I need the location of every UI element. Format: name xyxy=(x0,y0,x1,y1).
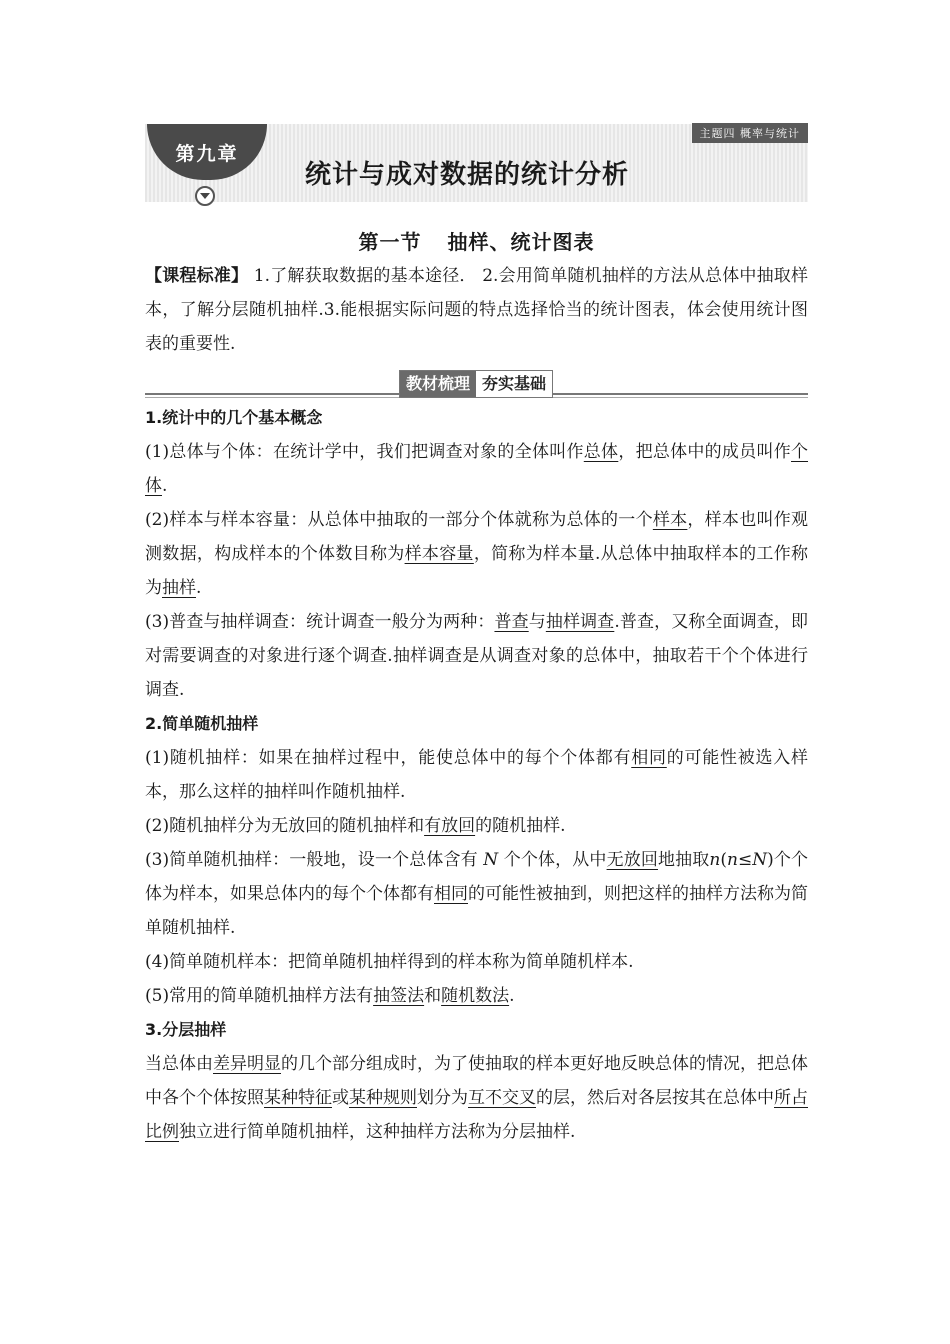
math-var: n xyxy=(727,850,738,870)
paragraph-sampling-types xyxy=(145,809,808,843)
underlined-term: 互不交叉 xyxy=(468,1088,536,1108)
underlined-term: 相同 xyxy=(434,884,468,904)
underlined-term: 样本容量 xyxy=(404,544,474,564)
chapter-title: 统计与成对数据的统计分析 xyxy=(305,160,630,190)
section-title xyxy=(145,226,808,255)
text: 当总体由 xyxy=(145,1054,213,1074)
section-number: 第一节 xyxy=(358,230,422,254)
paragraph-sampling-methods xyxy=(145,979,808,1013)
underlined-term: 某种特征 xyxy=(264,1088,332,1108)
underlined-term: 样本 xyxy=(652,510,688,530)
separator-left-label: 教材梳理 xyxy=(400,371,476,397)
math-var: n xyxy=(709,850,721,870)
underlined-term: 无放回 xyxy=(606,850,658,870)
heading-simple-random-sampling: 2.简单随机抽样 xyxy=(145,714,259,733)
text: (1)随机抽样：如果在抽样过程中，能使总体中的每个个体都有 xyxy=(145,748,632,768)
underlined-term: 抽样调查 xyxy=(545,612,615,632)
text: .普查，又称全面调查，即对需要调查的对象进行逐个调查.抽样调查是从调查对象的总体中，抽取若干个个体进行调查. xyxy=(145,612,809,700)
text: . xyxy=(196,578,202,598)
underlined-term: 个体 xyxy=(145,442,809,496)
text: 的可能性被抽到，则把这样的抽样方法称为简单随机抽样. xyxy=(145,884,808,938)
paragraph-random-sampling xyxy=(145,741,808,809)
separator-right-label: 夯实基础 xyxy=(476,371,552,397)
math-var: N xyxy=(483,850,499,870)
underlined-term: 抽样 xyxy=(162,578,196,598)
underlined-term: 普查 xyxy=(494,612,529,632)
text: ，把总体中的成员叫作 xyxy=(618,442,792,462)
underlined-term: 某种规则 xyxy=(349,1088,417,1108)
text: )个个体为样本，如果总体内的每个个体都有 xyxy=(145,850,808,904)
topic-tag: 主题四 概率与统计 xyxy=(692,123,809,143)
text: 与 xyxy=(528,612,546,632)
paragraph-simple-random-sample xyxy=(145,945,808,979)
paragraph-simple-random-definition xyxy=(145,843,808,945)
text: 的几个部分组成时，为了使抽取的样本更好地反映总体的情况，把总体中各个个体按照 xyxy=(145,1054,808,1108)
underlined-term: 相同 xyxy=(631,748,667,768)
paragraph-stratified-definition xyxy=(145,1047,808,1149)
course-standard xyxy=(145,259,808,361)
text: . xyxy=(162,476,168,496)
math-var: N xyxy=(752,850,768,870)
text: 的层，然后对各层按其在总体中 xyxy=(536,1088,774,1108)
course-standard-text: 1.了解获取数据的基本途径． 2.会用简单随机抽样的方法从总体中抽取样本，了解分层随机抽样.3.能根据实际问题的特点选择恰当的统计图表，体会使用统计图表的重要性. xyxy=(145,266,809,354)
underlined-term: 总体 xyxy=(583,442,619,462)
text: ( xyxy=(720,850,727,870)
text: . xyxy=(509,986,515,1006)
text: 和 xyxy=(424,986,442,1006)
heading-basic-concepts: 1.统计中的几个基本概念 xyxy=(145,408,323,427)
text: (3)简单随机抽样：一般地，设一个总体含有 xyxy=(145,850,484,870)
chevron-down-icon xyxy=(195,186,215,206)
paragraph-population-individual xyxy=(145,435,808,503)
text: 或 xyxy=(332,1088,349,1108)
text: 地抽取 xyxy=(657,850,710,870)
underlined-term: 抽签法 xyxy=(373,986,425,1006)
paragraph-census-survey xyxy=(145,605,808,707)
text: ≤ xyxy=(737,850,753,870)
text: 个个体，从中 xyxy=(498,850,607,870)
text: 的可能性被选入样本，那么这样的抽样叫作随机抽样. xyxy=(145,748,808,802)
text: ，样本也叫作观测数据，构成样本的个体数目称为 xyxy=(145,510,808,564)
text: 独立进行简单随机抽样，这种抽样方法称为分层抽样. xyxy=(179,1122,576,1142)
text: (2)样本与样本容量：从总体中抽取的一部分个体就称为总体的一个 xyxy=(145,510,653,530)
text: (1)总体与个体：在统计学中，我们把调查对象的全体叫作 xyxy=(145,442,584,462)
chapter-banner xyxy=(145,118,808,208)
separator-badge xyxy=(399,370,553,398)
text: (2)随机抽样分为无放回的随机抽样和 xyxy=(145,816,425,836)
text: (5)常用的简单随机抽样方法有 xyxy=(145,986,374,1006)
underlined-term: 差异明显 xyxy=(213,1054,281,1074)
paragraph-sample-size xyxy=(145,503,808,605)
page xyxy=(145,118,808,1149)
underlined-term: 所占比例 xyxy=(145,1088,808,1142)
underlined-term: 有放回 xyxy=(424,816,476,836)
text: (3)普查与抽样调查：统计调查一般分为两种： xyxy=(145,612,495,632)
underlined-term: 随机数法 xyxy=(441,986,510,1006)
text: ，简称为样本量.从总体中抽取样本的工作称为 xyxy=(145,544,809,598)
section-name: 抽样、统计图表 xyxy=(447,230,595,254)
course-standard-label: 【课程标准】 xyxy=(145,266,249,286)
heading-stratified-sampling: 3.分层抽样 xyxy=(145,1020,227,1039)
text: 划分为 xyxy=(417,1088,468,1108)
chapter-label: 第九章 xyxy=(147,124,267,180)
text: 的随机抽样. xyxy=(475,816,566,836)
text: (4)简单随机样本：把简单随机抽样得到的样本称为简单随机样本. xyxy=(145,952,634,972)
section-separator xyxy=(145,365,808,401)
